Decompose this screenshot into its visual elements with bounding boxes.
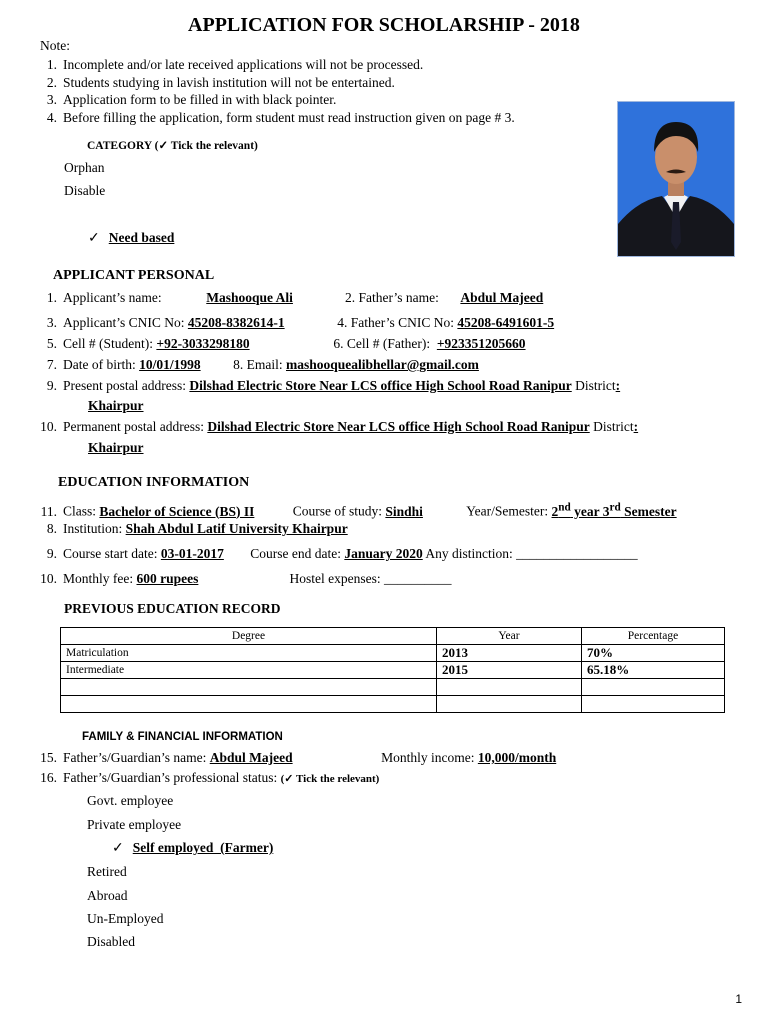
degree-cell: Matriculation xyxy=(61,645,437,662)
category-option-disable[interactable]: Disable xyxy=(64,183,106,198)
column-header: Degree xyxy=(61,628,437,645)
column-header: Year xyxy=(437,628,582,645)
personal-line-7: 7. Date of birth: 10/01/1998 8. Email: mashooquealibhellar@gmail.com xyxy=(46,357,479,372)
empty-cell[interactable] xyxy=(61,679,437,696)
note-label: Note: xyxy=(40,38,70,53)
degree-cell: Intermediate xyxy=(61,662,437,679)
status-option-abroad[interactable]: Abroad xyxy=(87,888,128,903)
previous-education-table xyxy=(60,627,725,713)
table-header-row xyxy=(61,628,725,645)
year-cell: 2013 xyxy=(437,645,582,662)
checkmark-icon: ✓ xyxy=(112,841,124,856)
course-start-value: 03-01-2017 xyxy=(160,546,224,561)
student-cell-value: +92-3033298180 xyxy=(156,336,250,351)
category-heading: CATEGORY (✓ Tick the relevant) xyxy=(87,140,258,152)
table-row xyxy=(61,662,725,679)
education-line-institution: 8. Institution: Shah Abdul Latif University Khairpur xyxy=(46,521,348,536)
hostel-blank[interactable]: __________ xyxy=(383,571,452,586)
class-value: Bachelor of Science (BS) II xyxy=(99,503,255,519)
year-cell: 2015 xyxy=(437,662,582,679)
percentage-cell: 70% xyxy=(582,645,725,662)
category-option-orphan[interactable]: Orphan xyxy=(64,160,105,175)
family-line-15: 15. Father’s/Guardian’s name: Abdul Majeed Monthly income: 10,000/month xyxy=(40,750,557,765)
note-item: 4. Before filling the application, form student must read instruction given on page # 3. xyxy=(46,109,515,125)
checkmark-icon: ✓ xyxy=(88,231,100,246)
education-line-dates: 9. Course start date: 03-01-2017 Course end date: January 2020 Any distinction: __________________ xyxy=(46,546,638,561)
family-line-16: 16. Father’s/Guardian’s professional status: (✓ Tick the relevant) xyxy=(40,770,380,785)
section-education: EDUCATION INFORMATION xyxy=(58,475,250,490)
monthly-fee-value: 600 rupees xyxy=(136,571,199,586)
monthly-income-value: 10,000/month xyxy=(477,750,557,765)
father-cnic-value: 45208-6491601-5 xyxy=(457,315,555,330)
section-previous-education: PREVIOUS EDUCATION RECORD xyxy=(64,601,281,616)
table-row xyxy=(61,696,725,713)
empty-cell[interactable] xyxy=(61,696,437,713)
empty-cell[interactable] xyxy=(582,679,725,696)
page-title: APPLICATION FOR SCHOLARSHIP - 2018 xyxy=(188,14,580,36)
status-option-unemployed[interactable]: Un-Employed xyxy=(87,911,164,926)
applicant-cnic-value: 45208-8382614-1 xyxy=(187,315,285,330)
empty-cell[interactable] xyxy=(582,696,725,713)
note-item: 1. Incomplete and/or late received applications will not be processed. xyxy=(46,57,424,72)
permanent-district-value: Khairpur xyxy=(88,440,144,455)
father-cell-value: +923351205660 xyxy=(436,336,526,351)
note-item: 2. Students studying in lavish institution will not be entertained. xyxy=(46,74,395,90)
guardian-name-value: Abdul Majeed xyxy=(209,750,293,765)
note-list xyxy=(34,56,515,126)
father-name-value: Abdul Majeed xyxy=(460,290,544,305)
empty-cell[interactable] xyxy=(437,679,582,696)
table-row xyxy=(61,679,725,696)
course-end-value: January 2020 xyxy=(344,546,423,561)
personal-line-1: 1. Applicant’s name: Mashooque Ali 2. Father’s name: Abdul Majeed xyxy=(34,290,565,306)
personal-line-10: 10. Permanent postal address: Dilshad Electric Store Near LCS office High School Road Ranipur District: xyxy=(40,419,639,434)
personal-line-5: 5. Cell # (Student): +92-3033298180 6. Cell # (Father): +923351205660 xyxy=(46,336,526,351)
portrait-image xyxy=(618,102,734,256)
education-line-11: 11. Class: Bachelor of Science (BS) II Course of study: Sindhi Year/Semester: 2nd year 3rd Semester xyxy=(40,501,677,519)
table-row xyxy=(61,645,725,662)
present-district-value: Khairpur xyxy=(88,398,144,413)
percentage-cell: 65.18% xyxy=(582,662,725,679)
page-number: 1 xyxy=(735,992,742,1006)
applicant-name-value: Mashooque Ali xyxy=(206,290,293,305)
email-value: mashooquealibhellar@gmail.com xyxy=(285,357,479,372)
status-option-govt[interactable]: Govt. employee xyxy=(87,793,174,808)
empty-cell[interactable] xyxy=(437,696,582,713)
status-option-private[interactable]: Private employee xyxy=(87,817,182,832)
category-option-need-based[interactable]: ✓ Need based xyxy=(88,230,175,246)
note-item: 3. Application form to be filled in with black pointer. xyxy=(46,92,337,107)
present-address-value: Dilshad Electric Store Near LCS office High School Road Ranipur xyxy=(189,378,572,393)
section-applicant-personal: APPLICANT PERSONAL xyxy=(53,268,215,283)
year-semester-value: 2nd year 3rd Semester xyxy=(551,501,677,519)
column-header: Percentage xyxy=(582,628,725,645)
institution-value: Shah Abdul Latif University Khairpur xyxy=(125,521,348,536)
section-family-financial: FAMILY & FINANCIAL INFORMATION xyxy=(82,731,283,743)
course-value: Sindhi xyxy=(385,503,423,519)
applicant-photo xyxy=(617,101,735,257)
status-option-disabled[interactable]: Disabled xyxy=(87,934,135,949)
education-line-fee: 10. Monthly fee: 600 rupees Hostel expenses: __________ xyxy=(40,571,452,586)
personal-line-9: 9. Present postal address: Dilshad Electric Store Near LCS office High School Road Ranipur District: xyxy=(46,378,621,393)
status-option-retired[interactable]: Retired xyxy=(87,864,127,879)
dob-value: 10/01/1998 xyxy=(139,357,201,372)
personal-line-3: 3. Applicant’s CNIC No: 45208-8382614-1 4. Father’s CNIC No: 45208-6491601-5 xyxy=(46,315,555,330)
status-option-self-employed[interactable]: ✓ Self employed (Farmer) xyxy=(112,840,274,856)
distinction-blank[interactable]: __________________ xyxy=(516,546,638,561)
permanent-address-value: Dilshad Electric Store Near LCS office High School Road Ranipur xyxy=(207,419,590,434)
